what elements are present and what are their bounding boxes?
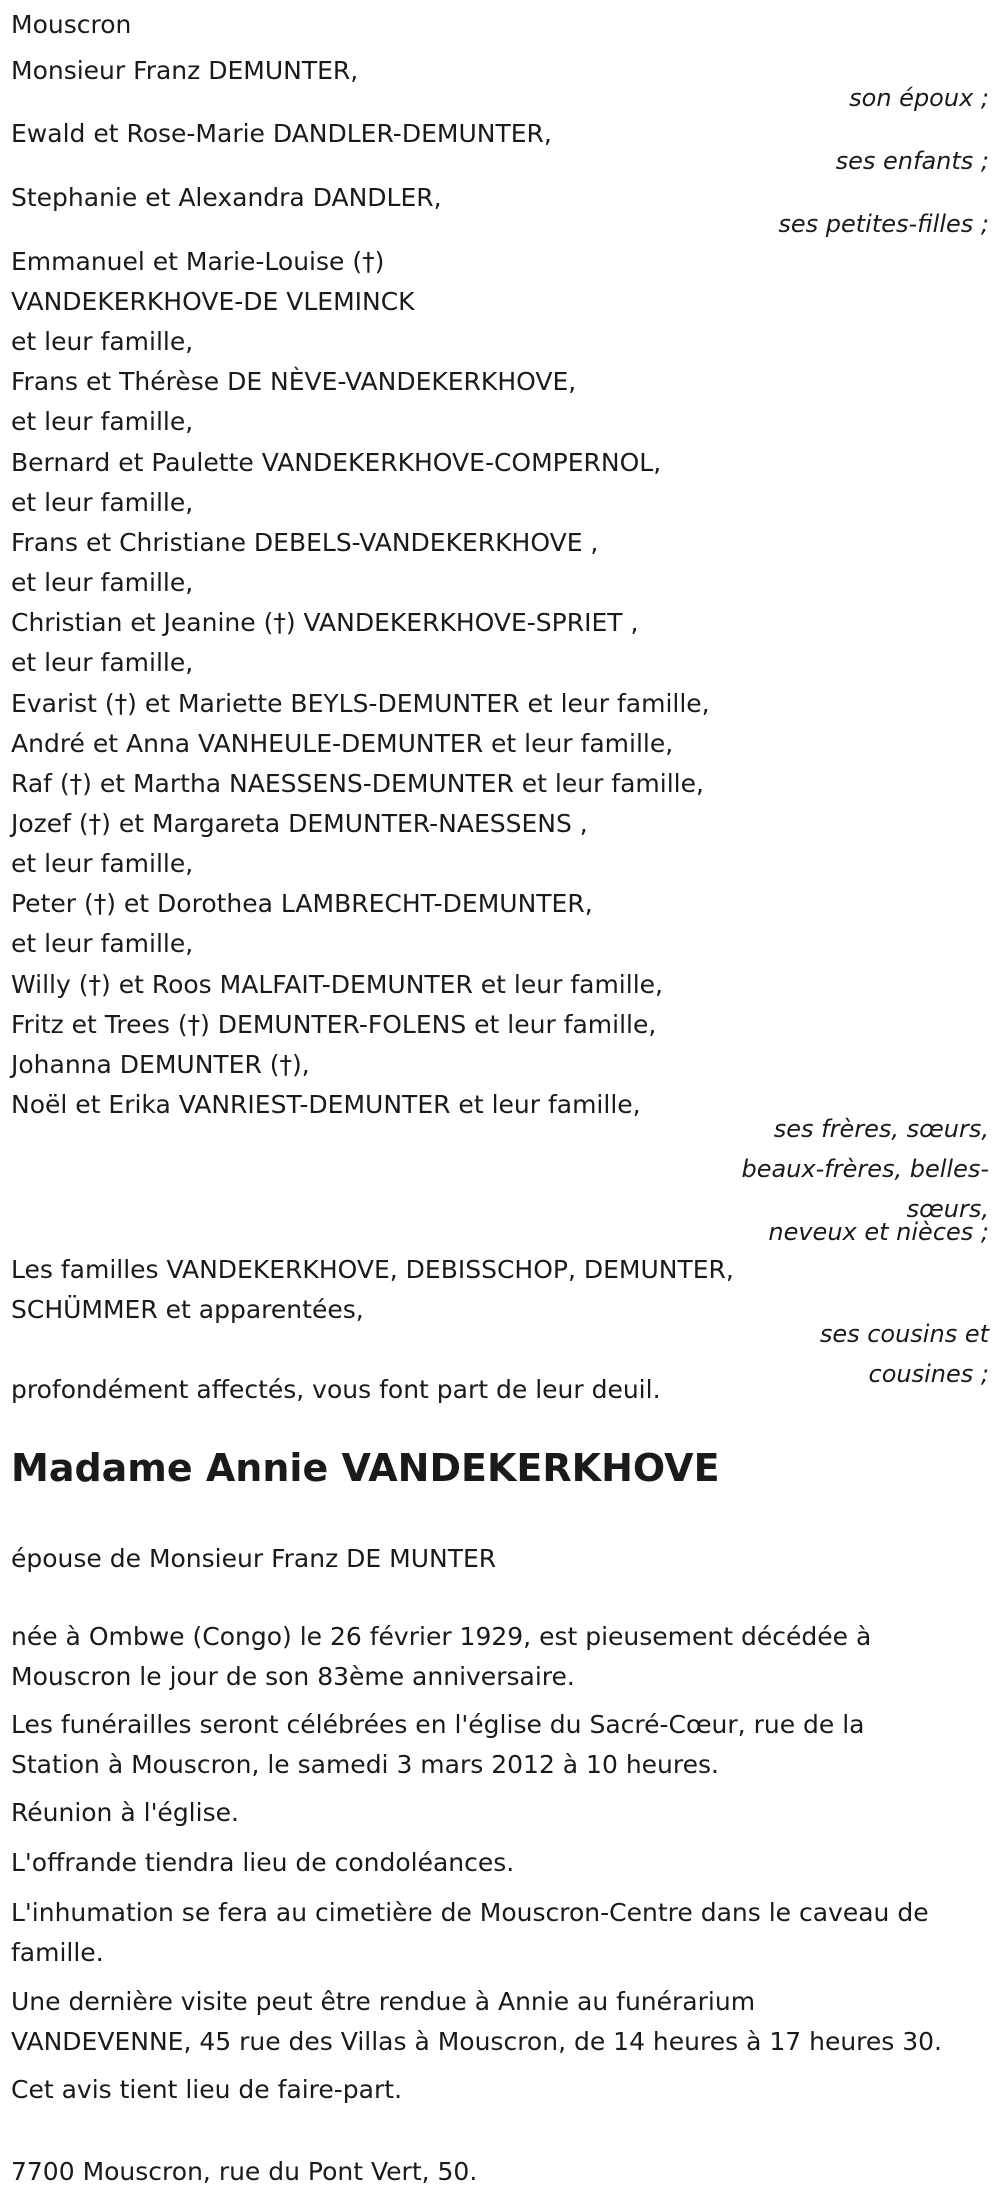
sibling-line: Johanna DEMUNTER (†), — [11, 1050, 310, 1079]
cousins-line: Les familles VANDEKERKHOVE, DEBISSCHOP, DEMUNTER, — [11, 1255, 734, 1284]
cousins-relation: ses cousins et — [819, 1320, 989, 1348]
siblings-relation: beaux-frères, belles- — [741, 1155, 989, 1183]
paragraph-funeral — [11, 1705, 991, 1785]
family-relation: son époux ; — [849, 84, 989, 112]
family-member-name: Ewald et Rose-Marie DANDLER-DEMUNTER, — [11, 119, 552, 148]
sibling-line: et leur famille, — [11, 929, 194, 958]
paragraph-line: Mouscron le jour de son 83ème anniversaire. — [11, 1662, 575, 1691]
sibling-line: et leur famille, — [11, 648, 194, 677]
siblings-relation: sœurs, — [906, 1195, 989, 1223]
closing-line: profondément affectés, vous font part de leur deuil. — [11, 1375, 661, 1404]
sibling-line: Frans et Thérèse DE NÈVE-VANDEKERKHOVE, — [11, 367, 577, 396]
paragraph-notice — [11, 2070, 991, 2110]
sibling-line: et leur famille, — [11, 407, 194, 436]
sibling-line: Noël et Erika VANRIEST-DEMUNTER et leur famille, — [11, 1090, 641, 1119]
cousins-relation: cousines ; — [868, 1360, 989, 1388]
sibling-line: Peter (†) et Dorothea LAMBRECHT-DEMUNTER, — [11, 889, 593, 918]
siblings-relation: neveux et nièces ; — [768, 1218, 989, 1246]
family-relation: ses enfants ; — [835, 147, 989, 175]
sibling-line: et leur famille, — [11, 849, 194, 878]
city-heading: Mouscron — [11, 10, 132, 39]
sibling-line: Emmanuel et Marie-Louise (†) — [11, 247, 385, 276]
paragraph-line: L'offrande tiendra lieu de condoléances. — [11, 1848, 515, 1877]
deceased-name: Madame Annie VANDEKERKHOVE — [11, 1446, 720, 1490]
sibling-line: Evarist (†) et Mariette BEYLS-DEMUNTER et leur famille, — [11, 689, 710, 718]
sibling-line: Bernard et Paulette VANDEKERKHOVE-COMPERNOL, — [11, 448, 662, 477]
address-line: 7700 Mouscron, rue du Pont Vert, 50. — [11, 2157, 478, 2186]
paragraph-birth — [11, 1617, 991, 1697]
paragraph-line: Cet avis tient lieu de faire-part. — [11, 2075, 403, 2104]
paragraph-line: Réunion à l'église. — [11, 1798, 239, 1827]
paragraph-visit — [11, 1982, 991, 2062]
sibling-line: et leur famille, — [11, 488, 194, 517]
family-member-name: Monsieur Franz DEMUNTER, — [11, 56, 359, 85]
paragraph-line: Les funérailles seront célébrées en l'église du Sacré-Cœur, rue de la — [11, 1710, 865, 1739]
paragraph-line: Une dernière visite peut être rendue à Annie au funérarium — [11, 1987, 756, 2016]
family-member-name: Stephanie et Alexandra DANDLER, — [11, 183, 442, 212]
paragraph-line: VANDEVENNE, 45 rue des Villas à Mouscron, de 14 heures à 17 heures 30. — [11, 2027, 943, 2056]
paragraph-line: née à Ombwe (Congo) le 26 février 1929, est pieusement décédée à — [11, 1622, 872, 1651]
paragraph-offering — [11, 1843, 991, 1883]
sibling-line: et leur famille, — [11, 327, 194, 356]
paragraph-line: Station à Mouscron, le samedi 3 mars 2012 à 10 heures. — [11, 1750, 719, 1779]
sibling-line: Frans et Christiane DEBELS-VANDEKERKHOVE , — [11, 528, 599, 557]
paragraph-line: famille. — [11, 1938, 104, 1967]
sibling-line: André et Anna VANHEULE-DEMUNTER et leur famille, — [11, 729, 674, 758]
sibling-line: et leur famille, — [11, 568, 194, 597]
sibling-line: Willy (†) et Roos MALFAIT-DEMUNTER et leur famille, — [11, 970, 663, 999]
sibling-line: Fritz et Trees (†) DEMUNTER-FOLENS et leur famille, — [11, 1010, 657, 1039]
cousins-line: SCHÜMMER et apparentées, — [11, 1295, 364, 1324]
sibling-line: VANDEKERKHOVE-DE VLEMINCK — [11, 287, 415, 316]
sibling-line: Christian et Jeanine (†) VANDEKERKHOVE-SPRIET , — [11, 608, 639, 637]
sibling-line: Jozef (†) et Margareta DEMUNTER-NAESSENS , — [11, 809, 588, 838]
paragraph-line: L'inhumation se fera au cimetière de Mouscron-Centre dans le caveau de — [11, 1898, 929, 1927]
siblings-relation: ses frères, sœurs, — [773, 1115, 989, 1143]
sibling-line: Raf (†) et Martha NAESSENS-DEMUNTER et leur famille, — [11, 769, 704, 798]
family-relation: ses petites-filles ; — [778, 210, 989, 238]
paragraph-meeting — [11, 1793, 991, 1833]
paragraph-burial — [11, 1893, 991, 1973]
spouse-line: épouse de Monsieur Franz DE MUNTER — [11, 1544, 497, 1573]
